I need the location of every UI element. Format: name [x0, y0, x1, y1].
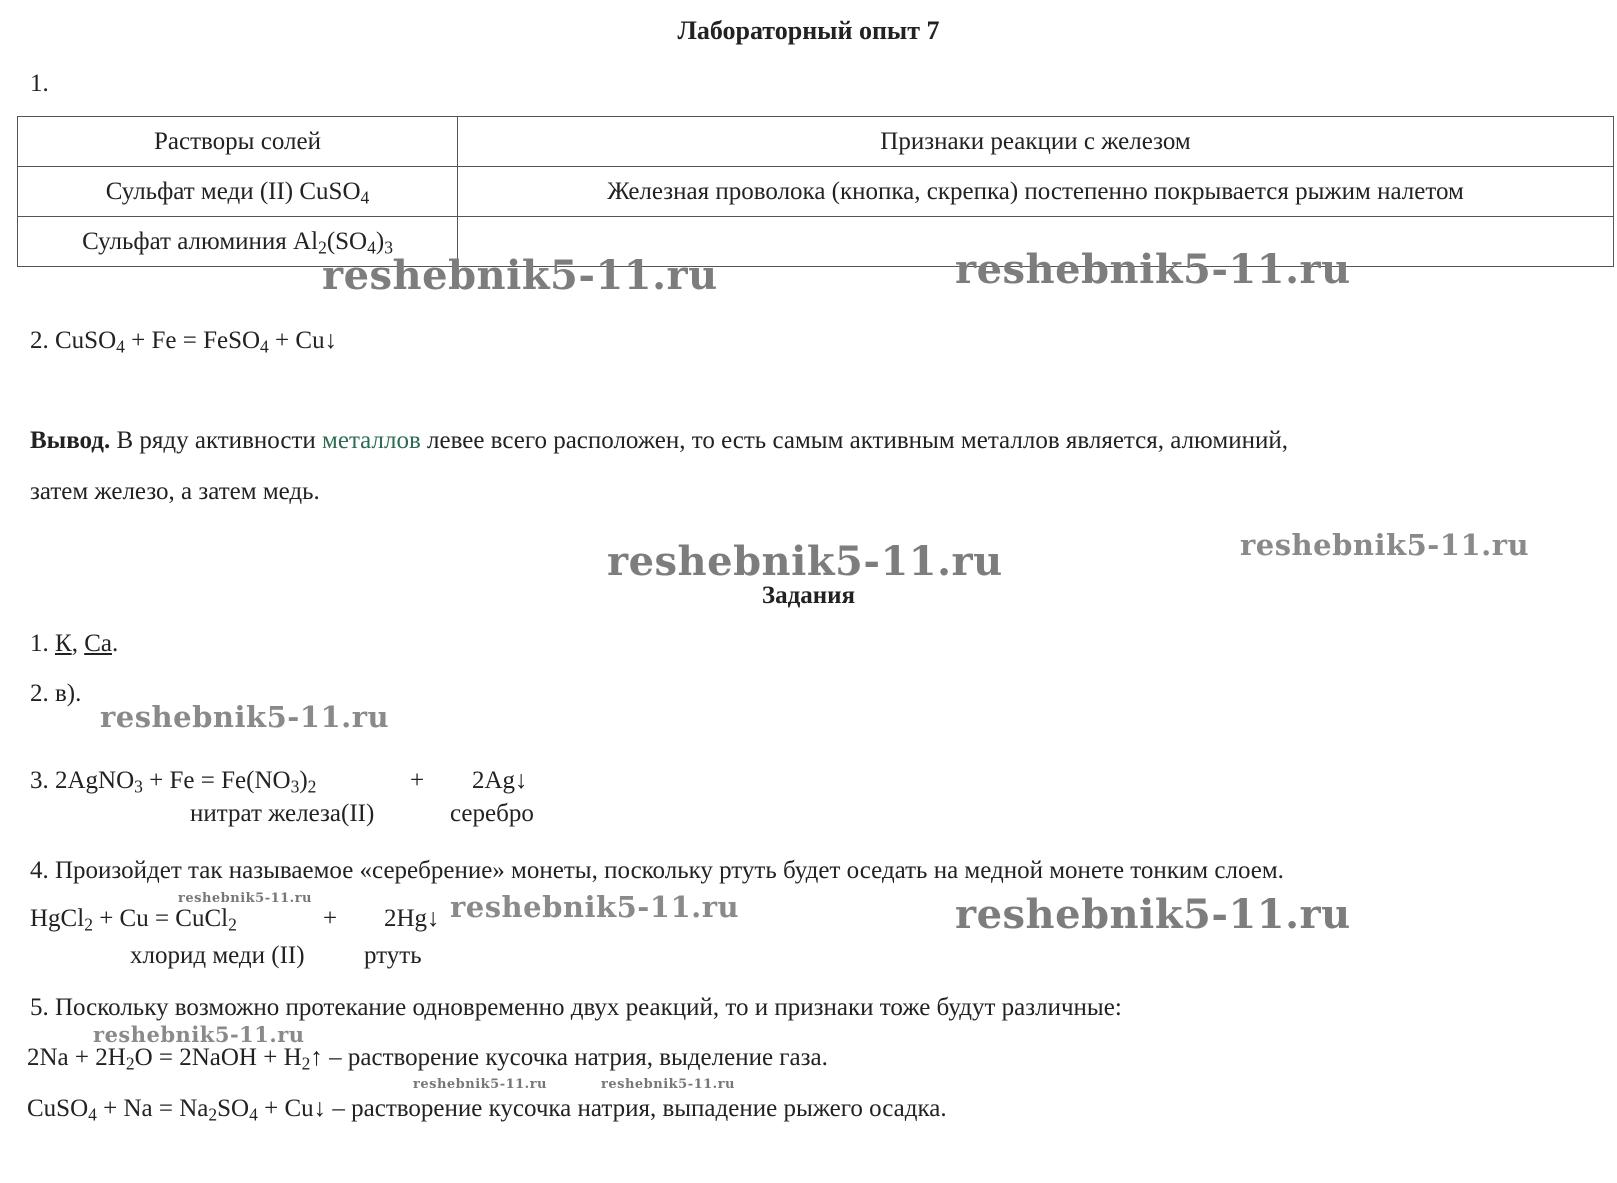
task-2: 2. в). [30, 680, 82, 707]
watermark: reshebnik5-11.ru [93, 1022, 305, 1047]
watermark: reshebnik5-11.ru [955, 891, 1351, 938]
conclusion-line-2: затем железо, а затем медь. [30, 478, 320, 505]
table-cell-salt: Сульфат меди (II) CuSO$_4$ [18, 167, 458, 217]
task-4-plus: + [323, 905, 338, 932]
task-3-label-1: нитрат железа(II) [190, 800, 375, 827]
conclusion-line-1: Вывод. В ряду активности металлов левее всего расположен, то есть самым активным металлов является, алюминий, [30, 427, 1288, 454]
task-4-label-2: ртуть [364, 942, 422, 969]
table-header-salts: Растворы солей [18, 117, 458, 167]
table-header-row [18, 117, 1614, 167]
table-header-signs: Признаки реакции с железом [458, 117, 1614, 167]
table-row [18, 167, 1614, 217]
item-1-label: 1. [30, 70, 49, 97]
watermark: reshebnik5-11.ru [100, 700, 390, 734]
page-title: Лабораторный опыт 7 [677, 16, 940, 45]
task-3-label-2: серебро [450, 800, 534, 827]
task-4-label-1: хлорид меди (II) [130, 942, 305, 969]
salts-table [17, 116, 1614, 267]
task-5-text: 5. Поскольку возможно протекание одновременно двух реакций, то и признаки тоже будут различные: [30, 994, 1122, 1021]
conclusion-label: Вывод. [30, 427, 111, 454]
task-3-product: 2Ag↓ [472, 767, 528, 794]
watermark: reshebnik5-11.ru [450, 890, 740, 924]
watermark: reshebnik5-11.ru [322, 252, 718, 299]
task-4-product: 2Hg↓ [384, 905, 440, 932]
watermark: reshebnik5-11.ru [413, 1077, 548, 1092]
task-4-equation: HgCl$_2$ + Cu = CuCl$_2$ [30, 905, 237, 935]
table-cell-salt: Сульфат алюминия $Al_2(SO_4)_3$ [18, 217, 458, 267]
watermark: reshebnik5-11.ru [178, 891, 313, 906]
watermark: reshebnik5-11.ru [607, 538, 1003, 585]
task-3-equation: 3. 2AgNO$_3$ + $Fe = Fe(NO_3)_2$ [30, 767, 317, 797]
metals-link[interactable]: металлов [322, 427, 421, 454]
watermark: reshebnik5-11.ru [955, 246, 1351, 293]
table-row [18, 217, 1614, 267]
tasks-title: Задания [761, 582, 856, 609]
task-4-text: 4. Произойдет так называемое «серебрение» монеты, поскольку ртуть будет оседать на медной монете тонким слоем. [30, 857, 1284, 884]
task-5-equation-1: $2Na + 2H_2O$ = 2NaOH + $H_2↑$ – растворение кусочка натрия, выделение газа. [27, 1044, 828, 1074]
equation-2: 2. CuSO$_4$ + Fe = FeSO$_4$ + Cu↓ [30, 327, 338, 357]
table-cell-sign: Железная проволока (кнопка, скрепка) постепенно покрывается рыжим налетом [458, 167, 1614, 217]
task-3-plus: + [410, 767, 425, 794]
watermark: reshebnik5-11.ru [601, 1077, 736, 1092]
task-5-equation-2: CuSO$_4$ + $Na = Na_2SO_4$ + Cu↓ – растворение кусочка натрия, выпадение рыжего осадка. [27, 1095, 947, 1125]
task-1: 1. К, Са. [30, 630, 119, 657]
watermark: reshebnik5-11.ru [1240, 528, 1530, 562]
